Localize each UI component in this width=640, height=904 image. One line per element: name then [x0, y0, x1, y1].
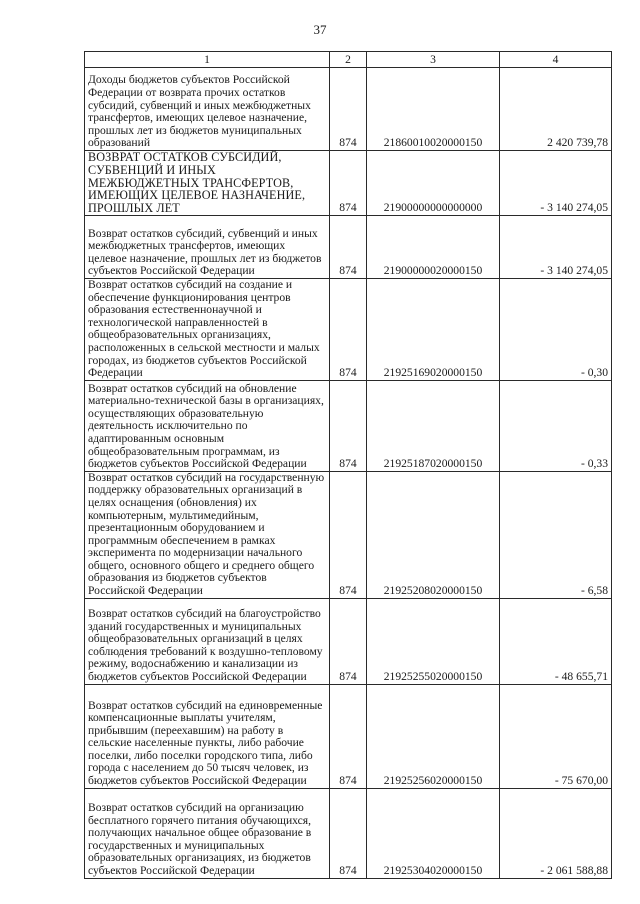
row-name: Возврат остатков субсидий на благоустройство зданий государственных и муниципальных общеобразовательных организаций в целях соблюдения требований к воздушно-тепловому режиму, водоснабжению и канализации из бюджетов субъектов Российской Федерации [85, 598, 330, 684]
row-name: Доходы бюджетов субъектов Российской Федерации от возврата прочих остатков субсидий, субвенций и иных межбюджетных трансфертов, имеющих целевое назначение, прошлых лет из бюджетов муниципальных образований [85, 68, 330, 151]
row-amount: 2 420 739,78 [500, 68, 612, 151]
row-admin-code: 874 [330, 68, 367, 151]
column-header-1: 1 [85, 52, 330, 68]
table-row [85, 215, 612, 278]
row-name: ВОЗВРАТ ОСТАТКОВ СУБСИДИЙ, СУБВЕНЦИЙ И ИНЫХ МЕЖБЮДЖЕТНЫХ ТРАНСФЕРТОВ, ИМЕЮЩИХ ЦЕЛЕВОЕ НАЗНАЧЕНИЕ, ПРОШЛЫХ ЛЕТ [85, 151, 330, 216]
budget-revenue-table [84, 51, 612, 879]
table-row [85, 151, 612, 216]
row-admin-code: 874 [330, 684, 367, 788]
row-budget-code: 21925304020000150 [367, 788, 500, 878]
table-row [85, 68, 612, 151]
column-header-2: 2 [330, 52, 367, 68]
row-amount: - 48 655,71 [500, 598, 612, 684]
page-number: 37 [313, 22, 327, 37]
row-amount: - 3 140 274,05 [500, 151, 612, 216]
row-name: Возврат остатков субсидий, субвенций и иных межбюджетных трансфертов, имеющих целевое назначение, прошлых лет из бюджетов субъектов Российской Федерации [85, 215, 330, 278]
row-budget-code: 21925256020000150 [367, 684, 500, 788]
table-row [85, 684, 612, 788]
row-amount: - 2 061 588,88 [500, 788, 612, 878]
row-amount: - 6,58 [500, 471, 612, 598]
row-amount: - 0,30 [500, 278, 612, 380]
row-amount: - 75 670,00 [500, 684, 612, 788]
table-row [85, 598, 612, 684]
row-budget-code: 21860010020000150 [367, 68, 500, 151]
table-row [85, 788, 612, 878]
row-budget-code: 21900000020000150 [367, 215, 500, 278]
row-amount: - 0,33 [500, 380, 612, 471]
row-budget-code: 21900000000000000 [367, 151, 500, 216]
table-row [85, 380, 612, 471]
table-row [85, 278, 612, 380]
row-budget-code: 21925255020000150 [367, 598, 500, 684]
row-admin-code: 874 [330, 788, 367, 878]
table-row [85, 471, 612, 598]
column-header-4: 4 [500, 52, 612, 68]
row-budget-code: 21925208020000150 [367, 471, 500, 598]
row-name: Возврат остатков субсидий на единовременные компенсационные выплаты учителям, прибывшим (переехавшим) на работу в сельские населенные пункты, либо рабочие поселки, либо поселки городского типа, либо города с населением до 50 тысяч человек, из бюджетов субъектов Российской Федерации [85, 684, 330, 788]
row-name: Возврат остатков субсидий на государственную поддержку образовательных организаций в целях оснащения (обновления) их компьютерным, мультимедийным, презентационным оборудованием и программным обеспечением в рамках эксперимента по модернизации начального общего, основного общего и среднего общего образования из бюджетов субъектов Российской Федерации [85, 471, 330, 598]
row-admin-code: 874 [330, 380, 367, 471]
row-name: Возврат остатков субсидий на организацию бесплатного горячего питания обучающихся, получающих начальное общее образование в государственных и муниципальных образовательных организациях, из бюджетов субъектов Российской Федерации [85, 788, 330, 878]
row-admin-code: 874 [330, 598, 367, 684]
row-budget-code: 21925187020000150 [367, 380, 500, 471]
row-name: Возврат остатков субсидий на обновление материально-технической базы в организациях, осуществляющих образовательную деятельность исключительно по адаптированным основным общеобразовательным программам, из бюджетов субъектов Российской Федерации [85, 380, 330, 471]
row-admin-code: 874 [330, 471, 367, 598]
column-header-3: 3 [367, 52, 500, 68]
row-budget-code: 21925169020000150 [367, 278, 500, 380]
row-admin-code: 874 [330, 151, 367, 216]
table-header-row [85, 52, 612, 68]
row-name: Возврат остатков субсидий на создание и обеспечение функционирования центров образования естественнонаучной и технологической направленностей в общеобразовательных организациях, расположенных в сельской местности и малых городах, из бюджетов субъектов Российской Федерации [85, 278, 330, 380]
row-amount: - 3 140 274,05 [500, 215, 612, 278]
row-admin-code: 874 [330, 215, 367, 278]
row-admin-code: 874 [330, 278, 367, 380]
